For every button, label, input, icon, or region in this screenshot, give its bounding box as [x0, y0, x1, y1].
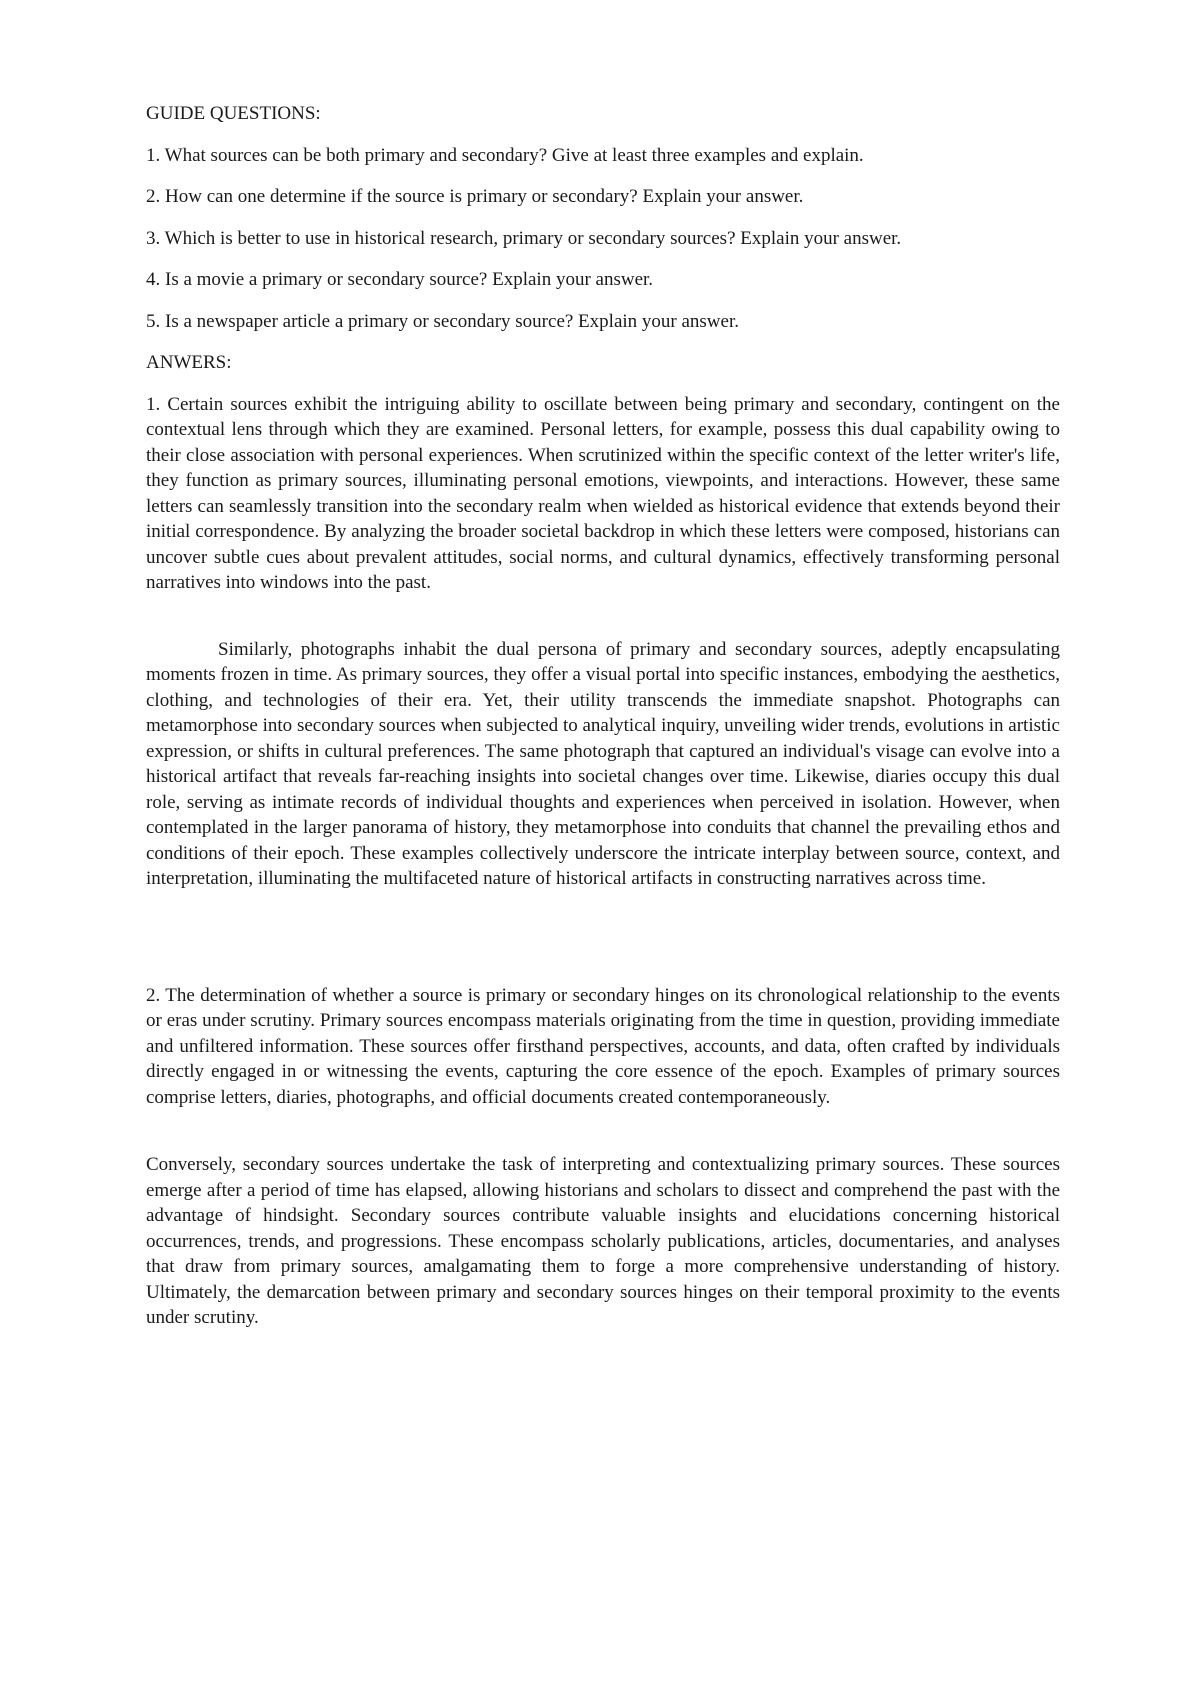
- guide-question-4: 4. Is a movie a primary or secondary source? Explain your answer.: [146, 269, 654, 290]
- answer-1-paragraph: 1. Certain sources exhibit the intriguing ability to oscillate between being primary and secondary, contingent on the contextual lens through which they are examined. Personal letters, for example, possess this dual capability owing to their close association with personal experiences. When scrutinized within the specific context of the letter writer's life, they function as primary sources, illuminating personal emotions, viewpoints, and interactions. However, these same letters can seamlessly transition into the secondary realm when wielded as historical evidence that extends beyond their initial correspondence. By analyzing the broader societal backdrop in which these letters were composed, historians can uncover subtle cues about prevalent attitudes, social norms, and cultural dynamics, effectively transforming personal narratives into windows into the past.: [146, 393, 1060, 593]
- guide-question-1: 1. What sources can be both primary and secondary? Give at least three examples and explain.: [146, 144, 864, 166]
- answer-1-continuation-paragraph: Similarly, photographs inhabit the dual persona of primary and secondary sources, adeptly encapsulating moments frozen in time. As primary sources, they offer a visual portal into specific instances, embodying the aesthetics, clothing, and technologies of their era. Yet, their utility transcends the immediate snapshot. Photographs can metamorphose into secondary sources when subjected to analytical inquiry, unveiling wider trends, evolutions in artistic expression, or shifts in cultural preferences. The same photograph that captured an individual's visage can evolve into a historical artifact that reveals far-reaching insights into societal changes over time. Likewise, diaries occupy this dual role, serving as intimate records of individual thoughts and experiences when perceived in isolation. However, when contemplated in the larger panorama of history, they metamorphose into conduits that channel the prevailing ethos and conditions of their epoch. These examples collectively underscore the intricate interplay between source, context, and interpretation, illuminating the multifaceted nature of historical artifacts in constructing narratives across time.: [146, 638, 1060, 889]
- guide-questions-heading: GUIDE QUESTIONS:: [146, 103, 321, 124]
- guide-question-5: 5. Is a newspaper article a primary or secondary source? Explain your answer.: [146, 310, 739, 332]
- document-body: [146, 101, 1060, 1331]
- guide-question-2: 2. How can one determine if the source is primary or secondary? Explain your answer.: [146, 186, 804, 207]
- answers-heading: ANWERS:: [146, 352, 232, 373]
- answer-2-paragraph: 2. The determination of whether a source is primary or secondary hinges on its chronological relationship to the events or eras under scrutiny. Primary sources encompass materials originating from the time in question, providing immediate and unfiltered information. These sources offer firsthand perspectives, accounts, and data, often crafted by individuals directly engaged in or witnessing the events, capturing the core essence of the epoch. Examples of primary sources comprise letters, diaries, photographs, and official documents created contemporaneously.: [146, 984, 1060, 1108]
- answer-2-continuation-paragraph: Conversely, secondary sources undertake the task of interpreting and contextualizing primary sources. These sources emerge after a period of time has elapsed, allowing historians and scholars to dissect and comprehend the past with the advantage of hindsight. Secondary sources contribute valuable insights and elucidations concerning historical occurrences, trends, and progressions. These encompass scholarly publications, articles, documentaries, and analyses that draw from primary sources, amalgamating them to forge a more comprehensive understanding of history. Ultimately, the demarcation between primary and secondary sources hinges on their temporal proximity to the events under scrutiny.: [146, 1154, 1060, 1328]
- guide-question-3: 3. Which is better to use in historical research, primary or secondary sources? Explain your answer.: [146, 227, 902, 249]
